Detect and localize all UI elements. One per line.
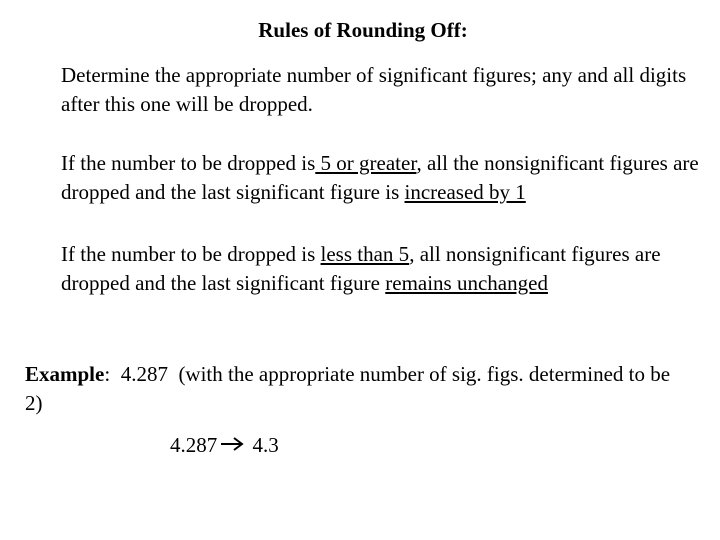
rule-3-text-b: , all nonsignificant figures are dropped and the last significant figure	[61, 242, 661, 295]
result-from-value: 4.287	[170, 433, 218, 457]
example-text: 4.287 (with the appropriate number of sig. figs. determined to be 2)	[25, 362, 676, 415]
rule-round-up	[61, 149, 711, 207]
rule-3-emph-threshold: less than 5	[320, 242, 410, 266]
example-colon: :	[104, 362, 111, 386]
slide-title: Rules of Rounding Off:	[258, 18, 468, 42]
rule-round-down	[61, 240, 711, 298]
rule-3-emph-action: remains unchanged	[385, 271, 548, 295]
example-paragraph	[25, 360, 675, 418]
right-arrow-icon	[219, 431, 245, 460]
example-label: Example	[25, 362, 105, 386]
rule-2-text-b: , all the nonsignificant figures are dropped and the last significant figure is	[61, 151, 699, 204]
rule-1-text: Determine the appropriate number of significant figures; any and all digits after this one will be dropped.	[61, 63, 687, 116]
example-result	[170, 431, 279, 463]
rule-3-text-a: If the number to be dropped is	[61, 242, 321, 266]
rule-2-text-a: If the number to be dropped is	[61, 151, 316, 175]
rule-determine-sig-figs	[61, 61, 711, 119]
rule-2-emph-action: increased by 1	[404, 180, 526, 204]
rule-2-emph-threshold: 5 or greater	[315, 151, 417, 175]
result-to-value: 4.3	[247, 433, 279, 457]
